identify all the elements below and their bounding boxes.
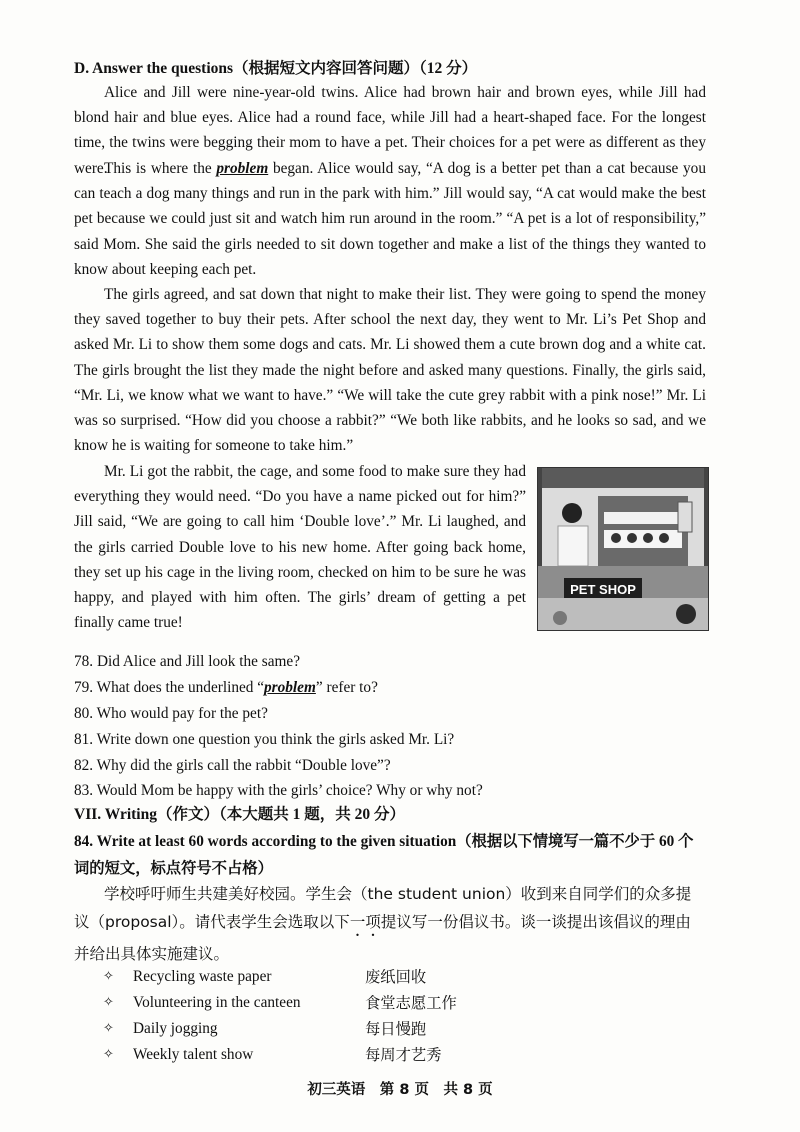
diamond-bullet-icon: ✧ (103, 1047, 114, 1062)
writing-prompt-lead: 学校呼吁师生共建美好校园。学生会（the student union）收到来自同学们的众多提议（proposal）。请代表学生会选取以下 (74, 885, 692, 931)
page-footer: 初三英语 第 8 页 共 8 页 (307, 1082, 493, 1098)
question-79-underlined-word: problem (264, 679, 316, 696)
proposal-option (103, 991, 663, 1015)
passage-paragraph-1: Alice and Jill were nine-year-old twins. Alice had brown hair and brown eyes, while Jill had blond hair and blue eyes. Alice had a round face, while Jill had a heart-shaped face. For the longest time, the twins were begging their mom to have a pet. Their choices for a pet were as different as they were. (74, 84, 706, 177)
question-83: 83. Would Mom be happy with the girls’ choice? Why or why not? (74, 782, 483, 799)
diamond-bullet-icon: ✧ (103, 1021, 114, 1036)
writing-prompt-rest: 提议写一份倡议书。谈一谈提出该倡议的理由并给出具体实施建议。 (74, 913, 691, 963)
proposal-option-english: Recycling waste paper (133, 968, 272, 985)
passage-paragraph-3: The girls agreed, and sat down that night to make their list. They were going to spend the money they saved together to buy their pets. After school the next day, they went to Mr. Li’s Pet Shop and asked Mr. Li to show them some dogs and cats. Mr. Li showed them a cute brown dog and a white cat. The girls brought the list they made the night before and asked many questions. Finally, the girls said, “Mr. Li, we know what we want to have.” “We will take the cute grey rabbit with a pink nose!” Mr. Li was so surprised. “How did you choose a rabbit?” “We both like rabbits, and he looks so sad, and we know he is waiting for someone to take him.” (74, 286, 706, 455)
proposal-option (103, 1017, 663, 1041)
pet-shop-sign: PET SHOP (570, 582, 636, 597)
question-79-lead: 79. What does the underlined “ (74, 679, 265, 696)
writing-prompt-emphasis: 一项 (349, 913, 381, 931)
passage-paragraph-2 (74, 156, 706, 282)
pet-shop-illustration (537, 467, 709, 631)
pet-shop-drawing (538, 468, 708, 630)
writing-task-84: 84. Write at least 60 words according to the given situation（根据以下情境写一篇不少于 60 个词的短文，标点符号不占格） (74, 833, 694, 877)
passage-paragraph-4: Mr. Li got the rabbit, the cage, and some food to make sure they had everything they would need. “Do you have a name picked out for him?” Jill said, “We are going to call him ‘Double love’.” Mr. Li laughed, and the girls carried Double love to his new home. After going back home, they set up his cage in the living room, checked on him to be sure he was happy, and played with him often. The girls’ dream of getting a pet finally came true! (74, 463, 526, 632)
question-81: 81. Write down one question you think the girls asked Mr. Li? (74, 731, 455, 748)
proposal-option-chinese: 每周才艺秀 (365, 1046, 442, 1064)
writing-section-title: VII. Writing（作文）（本大题共 1 题，共 20 分） (74, 806, 405, 823)
proposal-option-english: Daily jogging (133, 1020, 218, 1037)
proposal-option-english: Weekly talent show (133, 1046, 254, 1063)
paragraph-2-lead: This is where the (104, 160, 217, 177)
proposal-option (103, 1043, 663, 1067)
proposal-option-english: Volunteering in the canteen (133, 994, 301, 1011)
underlined-word-problem: problem (216, 160, 269, 177)
proposal-option-chinese: 每日慢跑 (365, 1020, 427, 1038)
writing-prompt (74, 880, 706, 968)
question-79-tail: ” refer to? (315, 679, 378, 696)
diamond-bullet-icon: ✧ (103, 969, 114, 984)
proposal-option (103, 965, 663, 989)
question-79 (74, 677, 714, 699)
question-78: 78. Did Alice and Jill look the same? (74, 653, 301, 670)
proposal-option-chinese: 食堂志愿工作 (365, 994, 457, 1012)
proposal-option-chinese: 废纸回收 (365, 968, 427, 986)
diamond-bullet-icon: ✧ (103, 995, 114, 1010)
question-82: 82. Why did the girls call the rabbit “Double love”? (74, 757, 391, 774)
question-80: 80. Who would pay for the pet? (74, 705, 268, 722)
paragraph-2-rest: began. Alice would say, “A dog is a better pet than a cat because you can teach a dog many things and run in the park with him.” Jill would say, “A cat would make the best pet because we could just sit and watch him run around in the room.” “A pet is a lot of responsibility,” said Mom. She said the girls needed to sit down together and make a list of the things they wanted to know about keeping each pet. (74, 160, 706, 278)
section-d-title: D. Answer the questions（根据短文内容回答问题）（12 分） (74, 60, 478, 77)
